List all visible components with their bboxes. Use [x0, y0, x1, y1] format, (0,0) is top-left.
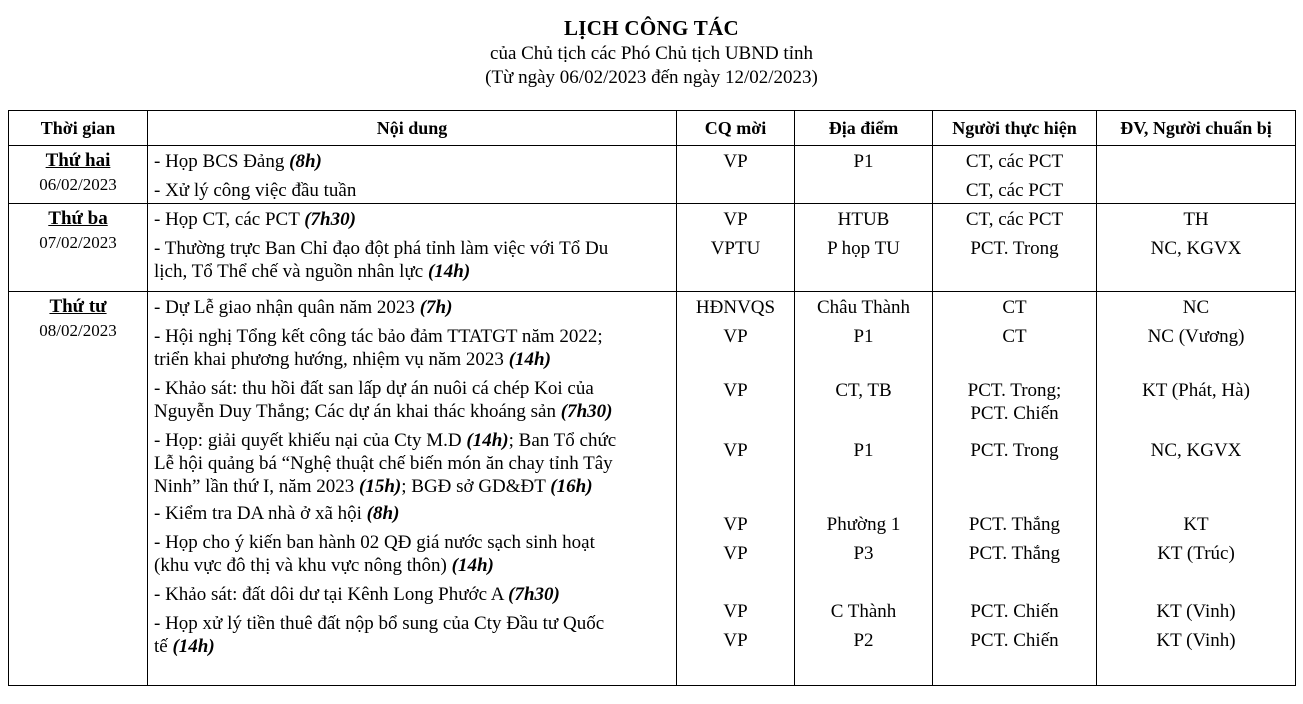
day-cell [9, 146, 148, 204]
person-cell: CT, các PCT PCT. Trong [933, 204, 1097, 292]
table-row-monday [9, 146, 1296, 204]
day-date: 06/02/2023 [39, 175, 117, 194]
list-item: - Họp BCS Đảng (8h) [154, 151, 322, 172]
content-cell [148, 292, 677, 686]
col-header-content: Nội dung [148, 111, 677, 146]
col-header-location: Địa điểm [795, 111, 933, 146]
content-cell [148, 146, 677, 204]
person-cell: CT CT PCT. Trong; PCT. Chiến PCT. Trong PCT. Thắng PCT. Thắng PCT. Chiến PCT. Chiến [933, 292, 1097, 686]
list-item: - Họp CT, các PCT (7h30) [154, 209, 356, 230]
list-item: - Họp: giải quyết khiếu nại của Cty M.D (14h); Ban Tổ chức Lễ hội quảng bá “Nghệ thuật chế biến món ăn chay tỉnh Tây Ninh” lần thứ I, năm 2023 (15h); BGĐ sở GD&ĐT (16h) [154, 430, 617, 497]
day-name: Thứ hai [45, 150, 111, 171]
col-header-person: Người thực hiện [933, 111, 1097, 146]
table-header-row [9, 111, 1296, 146]
list-item: - Kiểm tra DA nhà ở xã hội (8h) [154, 503, 400, 524]
location-cell: P1 [795, 146, 933, 204]
document-title: LỊCH CÔNG TÁC [563, 16, 740, 40]
agency-cell: VP VPTU [677, 204, 795, 292]
day-name: Thứ ba [48, 208, 108, 229]
day-date: 07/02/2023 [39, 233, 117, 252]
day-date: 08/02/2023 [39, 321, 117, 340]
table-row-tuesday [9, 204, 1296, 292]
day-cell [9, 204, 148, 292]
content-cell [148, 204, 677, 292]
location-cell: HTUB P họp TU [795, 204, 933, 292]
col-header-agency: CQ mời [677, 111, 795, 146]
col-header-time: Thời gian [9, 111, 148, 146]
table-row-wednesday [9, 292, 1296, 686]
date-range: (Từ ngày 06/02/2023 đến ngày 12/02/2023) [485, 67, 818, 88]
list-item: - Hội nghị Tổng kết công tác bảo đảm TTATGT năm 2022; triển khai phương hướng, nhiệm vụ năm 2023 (14h) [154, 326, 603, 370]
list-item: - Dự Lễ giao nhận quân năm 2023 (7h) [154, 297, 453, 318]
col-header-prep: ĐV, Người chuẩn bị [1097, 111, 1296, 146]
list-item: - Họp cho ý kiến ban hành 02 QĐ giá nước sạch sinh hoạt (khu vực đô thị và khu vực nông thôn) (14h) [154, 532, 595, 576]
day-name: Thứ tư [49, 296, 107, 317]
agency-cell: VP [677, 146, 795, 204]
list-item: - Xử lý công việc đầu tuần [154, 180, 357, 201]
agency-cell: HĐNVQS VP VP VP VP VP VP VP [677, 292, 795, 686]
list-item: - Họp xử lý tiền thuê đất nộp bổ sung của Cty Đầu tư Quốc tế (14h) [154, 613, 605, 657]
list-item: - Khảo sát: đất dôi dư tại Kênh Long Phước A (7h30) [154, 584, 560, 605]
schedule-table [8, 110, 1296, 686]
day-cell [9, 292, 148, 686]
location-cell: Châu Thành P1 CT, TB P1 Phường 1 P3 C Thành P2 [795, 292, 933, 686]
list-item: - Khảo sát: thu hồi đất san lấp dự án nuôi cá chép Koi của Nguyễn Duy Thắng; Các dự án khai thác khoáng sản (7h30) [154, 378, 613, 422]
prep-cell [1097, 146, 1296, 204]
prep-cell: TH NC, KGVX [1097, 204, 1296, 292]
document-header [0, 0, 1303, 90]
list-item: - Thường trực Ban Chỉ đạo đột phá tỉnh làm việc với Tổ Du lịch, Tổ Thể chế và nguồn nhân lực (14h) [154, 238, 609, 282]
document-subtitle: của Chủ tịch các Phó Chủ tịch UBND tỉnh [490, 43, 813, 64]
prep-cell: NC NC (Vương) KT (Phát, Hà) NC, KGVX KT KT (Trúc) KT (Vinh) KT (Vinh) [1097, 292, 1296, 686]
person-cell: CT, các PCT CT, các PCT [933, 146, 1097, 204]
